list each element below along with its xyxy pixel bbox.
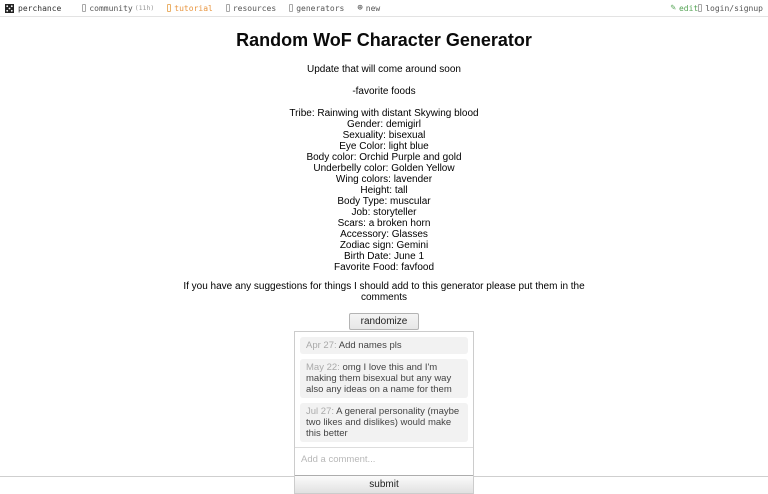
comments-list (295, 332, 473, 447)
comment-text: A general personality (maybe two likes and dislikes) would make this better (306, 406, 460, 439)
perchance-home-link[interactable] (5, 4, 69, 13)
edit-link[interactable] (671, 4, 699, 13)
attribute-line: Birth Date: June 1 (343, 251, 425, 262)
generators-icon (289, 4, 293, 12)
nav-resources-label: resources (232, 3, 277, 13)
login-signup-link[interactable] (698, 4, 763, 13)
generator-output (0, 30, 768, 494)
top-nav (0, 0, 768, 17)
update-note: Update that will come around soon (307, 64, 461, 75)
comment (300, 359, 468, 398)
update-item: -favorite foods (352, 86, 416, 97)
tutorial-icon (167, 4, 171, 12)
comments-panel (294, 331, 474, 494)
randomize-button-row (0, 311, 768, 330)
login-signup-label: login/signup (705, 3, 763, 13)
suggestion-line-1: If you have any suggestions for things I should add to this generator please put them in the (183, 281, 585, 292)
nav-resources[interactable] (226, 4, 276, 13)
community-icon (82, 4, 86, 12)
comment (300, 337, 468, 354)
community-activity-badge: (11h) (134, 4, 155, 12)
character-attributes (0, 108, 768, 273)
attribute-line: Favorite Food: favfood (333, 262, 435, 273)
new-plus-icon: ⊕ (357, 2, 363, 13)
nav-right-group (671, 4, 763, 13)
attribute-line: Eye Color: light blue (339, 141, 429, 152)
attribute-line: Sexuality: bisexual (342, 130, 426, 141)
nav-tutorial-label: tutorial (174, 3, 213, 13)
attribute-line: Tribe: Rainwing with distant Skywing blood (289, 108, 479, 119)
attribute-line: Height: tall (360, 185, 408, 196)
nav-community[interactable] (82, 4, 154, 13)
submit-comment-button[interactable]: submit (295, 475, 473, 493)
attribute-line: Body color: Orchid Purple and gold (306, 152, 462, 163)
edit-label: edit (678, 3, 699, 13)
comment-input[interactable] (295, 447, 473, 475)
nav-new[interactable] (357, 4, 380, 13)
nav-community-label: community (89, 3, 133, 13)
nav-new-label: new (365, 3, 381, 13)
comment-date: Jul 27: (306, 406, 334, 417)
nav-tutorial[interactable] (167, 4, 213, 13)
perchance-dice-icon (5, 4, 14, 13)
suggestion-line-2: comments (360, 292, 408, 303)
resources-icon (226, 4, 230, 12)
page-title: Random WoF Character Generator (236, 30, 532, 50)
suggestion-note (0, 281, 768, 303)
comment-text: Add names pls (338, 340, 402, 351)
attribute-line: Wing colors: lavender (335, 174, 433, 185)
attribute-line: Gender: demigirl (347, 119, 421, 130)
attribute-line: Job: storyteller (351, 207, 417, 218)
attribute-line: Accessory: Glasses (340, 229, 428, 240)
randomize-button[interactable]: randomize (349, 313, 420, 330)
attribute-line: Zodiac sign: Gemini (339, 240, 429, 251)
brand-label: perchance (18, 3, 62, 13)
attribute-line: Scars: a broken horn (337, 218, 431, 229)
pencil-icon: ✎ (670, 2, 676, 13)
attribute-line: Underbelly color: Golden Yellow (313, 163, 455, 174)
nav-generators-label: generators (296, 3, 345, 13)
comment-text: omg I love this and I'm making them bisexual but any way also any ideas on a name for them (306, 362, 452, 395)
comment-date: Apr 27: (306, 340, 337, 351)
nav-generators[interactable] (289, 4, 344, 13)
user-icon (698, 4, 702, 12)
comment-date: May 22: (306, 362, 340, 373)
comment (300, 403, 468, 442)
attribute-line: Body Type: muscular (337, 196, 431, 207)
